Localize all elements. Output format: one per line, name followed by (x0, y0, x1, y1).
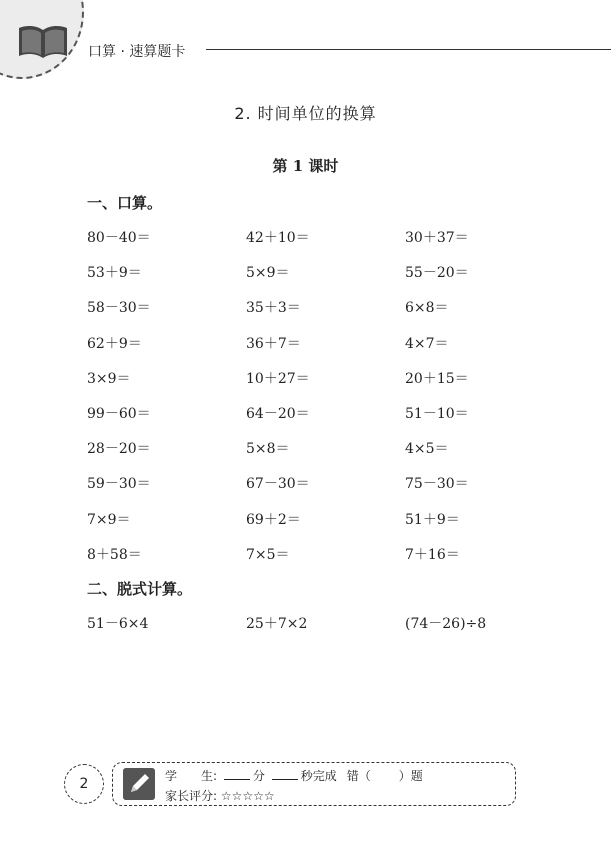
seconds-blank[interactable] (272, 779, 298, 780)
mental-math-problem: 4×5＝ (405, 441, 449, 458)
mental-math-problem: 51＋9＝ (405, 511, 460, 528)
footer-line-parent (165, 787, 275, 804)
mental-math-problem: 20＋15＝ (405, 370, 469, 387)
student-label: 学 生: (165, 769, 218, 783)
mental-math-grid (87, 228, 507, 580)
step-calculation-problem: 51－6×4 (87, 616, 149, 632)
mental-math-problem: 7×5＝ (246, 546, 290, 563)
footer-record-box (112, 762, 516, 806)
mental-math-problem: 42＋10＝ (246, 230, 310, 246)
mental-math-problem: 55－20＝ (405, 265, 469, 282)
mental-math-problem: 30＋37＝ (405, 230, 469, 246)
mental-math-problem: 58－30＝ (87, 300, 151, 317)
mental-math-problem: 4×7＝ (405, 335, 449, 352)
mental-math-problem: 35＋3＝ (246, 300, 301, 317)
part1-heading: 一、口算。 (87, 194, 163, 212)
mental-math-problem: 3×9＝ (87, 370, 131, 387)
step-calculation-grid (87, 614, 507, 638)
mental-math-problem: 51－10＝ (405, 405, 469, 422)
mental-math-problem: 75－30＝ (405, 476, 469, 493)
mental-math-problem: 67－30＝ (246, 476, 310, 493)
minutes-blank[interactable] (224, 779, 250, 780)
mental-math-problem: 5×9＝ (246, 265, 290, 282)
mental-math-problem: 62＋9＝ (87, 335, 142, 352)
book-icon (16, 22, 70, 62)
parent-label: 家长评分: (165, 789, 218, 803)
mental-math-problem: 36＋7＝ (246, 335, 301, 352)
wrong-label: 错（ (346, 769, 371, 783)
mental-math-problem: 53＋9＝ (87, 265, 142, 282)
mental-math-problem: 5×8＝ (246, 441, 290, 458)
seconds-done: 秒完成 (300, 769, 337, 783)
mental-math-problem: 6×8＝ (405, 300, 449, 317)
mental-math-problem: 28－20＝ (87, 441, 151, 458)
mental-math-problem: 10＋27＝ (246, 370, 310, 387)
footer-line-student (165, 767, 423, 784)
page-number: 2 (64, 764, 104, 804)
mental-math-problem: 7×9＝ (87, 511, 131, 528)
header-rule (206, 49, 611, 50)
minutes-unit: 分 (252, 769, 265, 783)
mental-math-problem: 64－20＝ (246, 405, 310, 422)
mental-math-problem: 80－40＝ (87, 230, 151, 246)
star-rating[interactable]: ☆☆☆☆☆ (220, 789, 275, 803)
step-calculation-problem: 25＋7×2 (246, 616, 308, 632)
wrong-unit: ）题 (398, 769, 423, 783)
section-title: 2. 时间单位的换算 (234, 104, 377, 123)
mental-math-problem: 99－60＝ (87, 405, 151, 422)
step-calculation-problem: (74－26)÷8 (405, 616, 487, 632)
mental-math-problem: 8＋58＝ (87, 546, 142, 563)
lesson-title: 第 1 课时 (272, 157, 339, 175)
pencil-icon (123, 768, 155, 800)
header-title: 口算 · 速算题卡 (88, 44, 186, 60)
part2-heading: 二、脱式计算。 (87, 580, 193, 598)
mental-math-problem: 59－30＝ (87, 476, 151, 493)
mental-math-problem: 69＋2＝ (246, 511, 301, 528)
mental-math-problem: 7＋16＝ (405, 546, 460, 563)
